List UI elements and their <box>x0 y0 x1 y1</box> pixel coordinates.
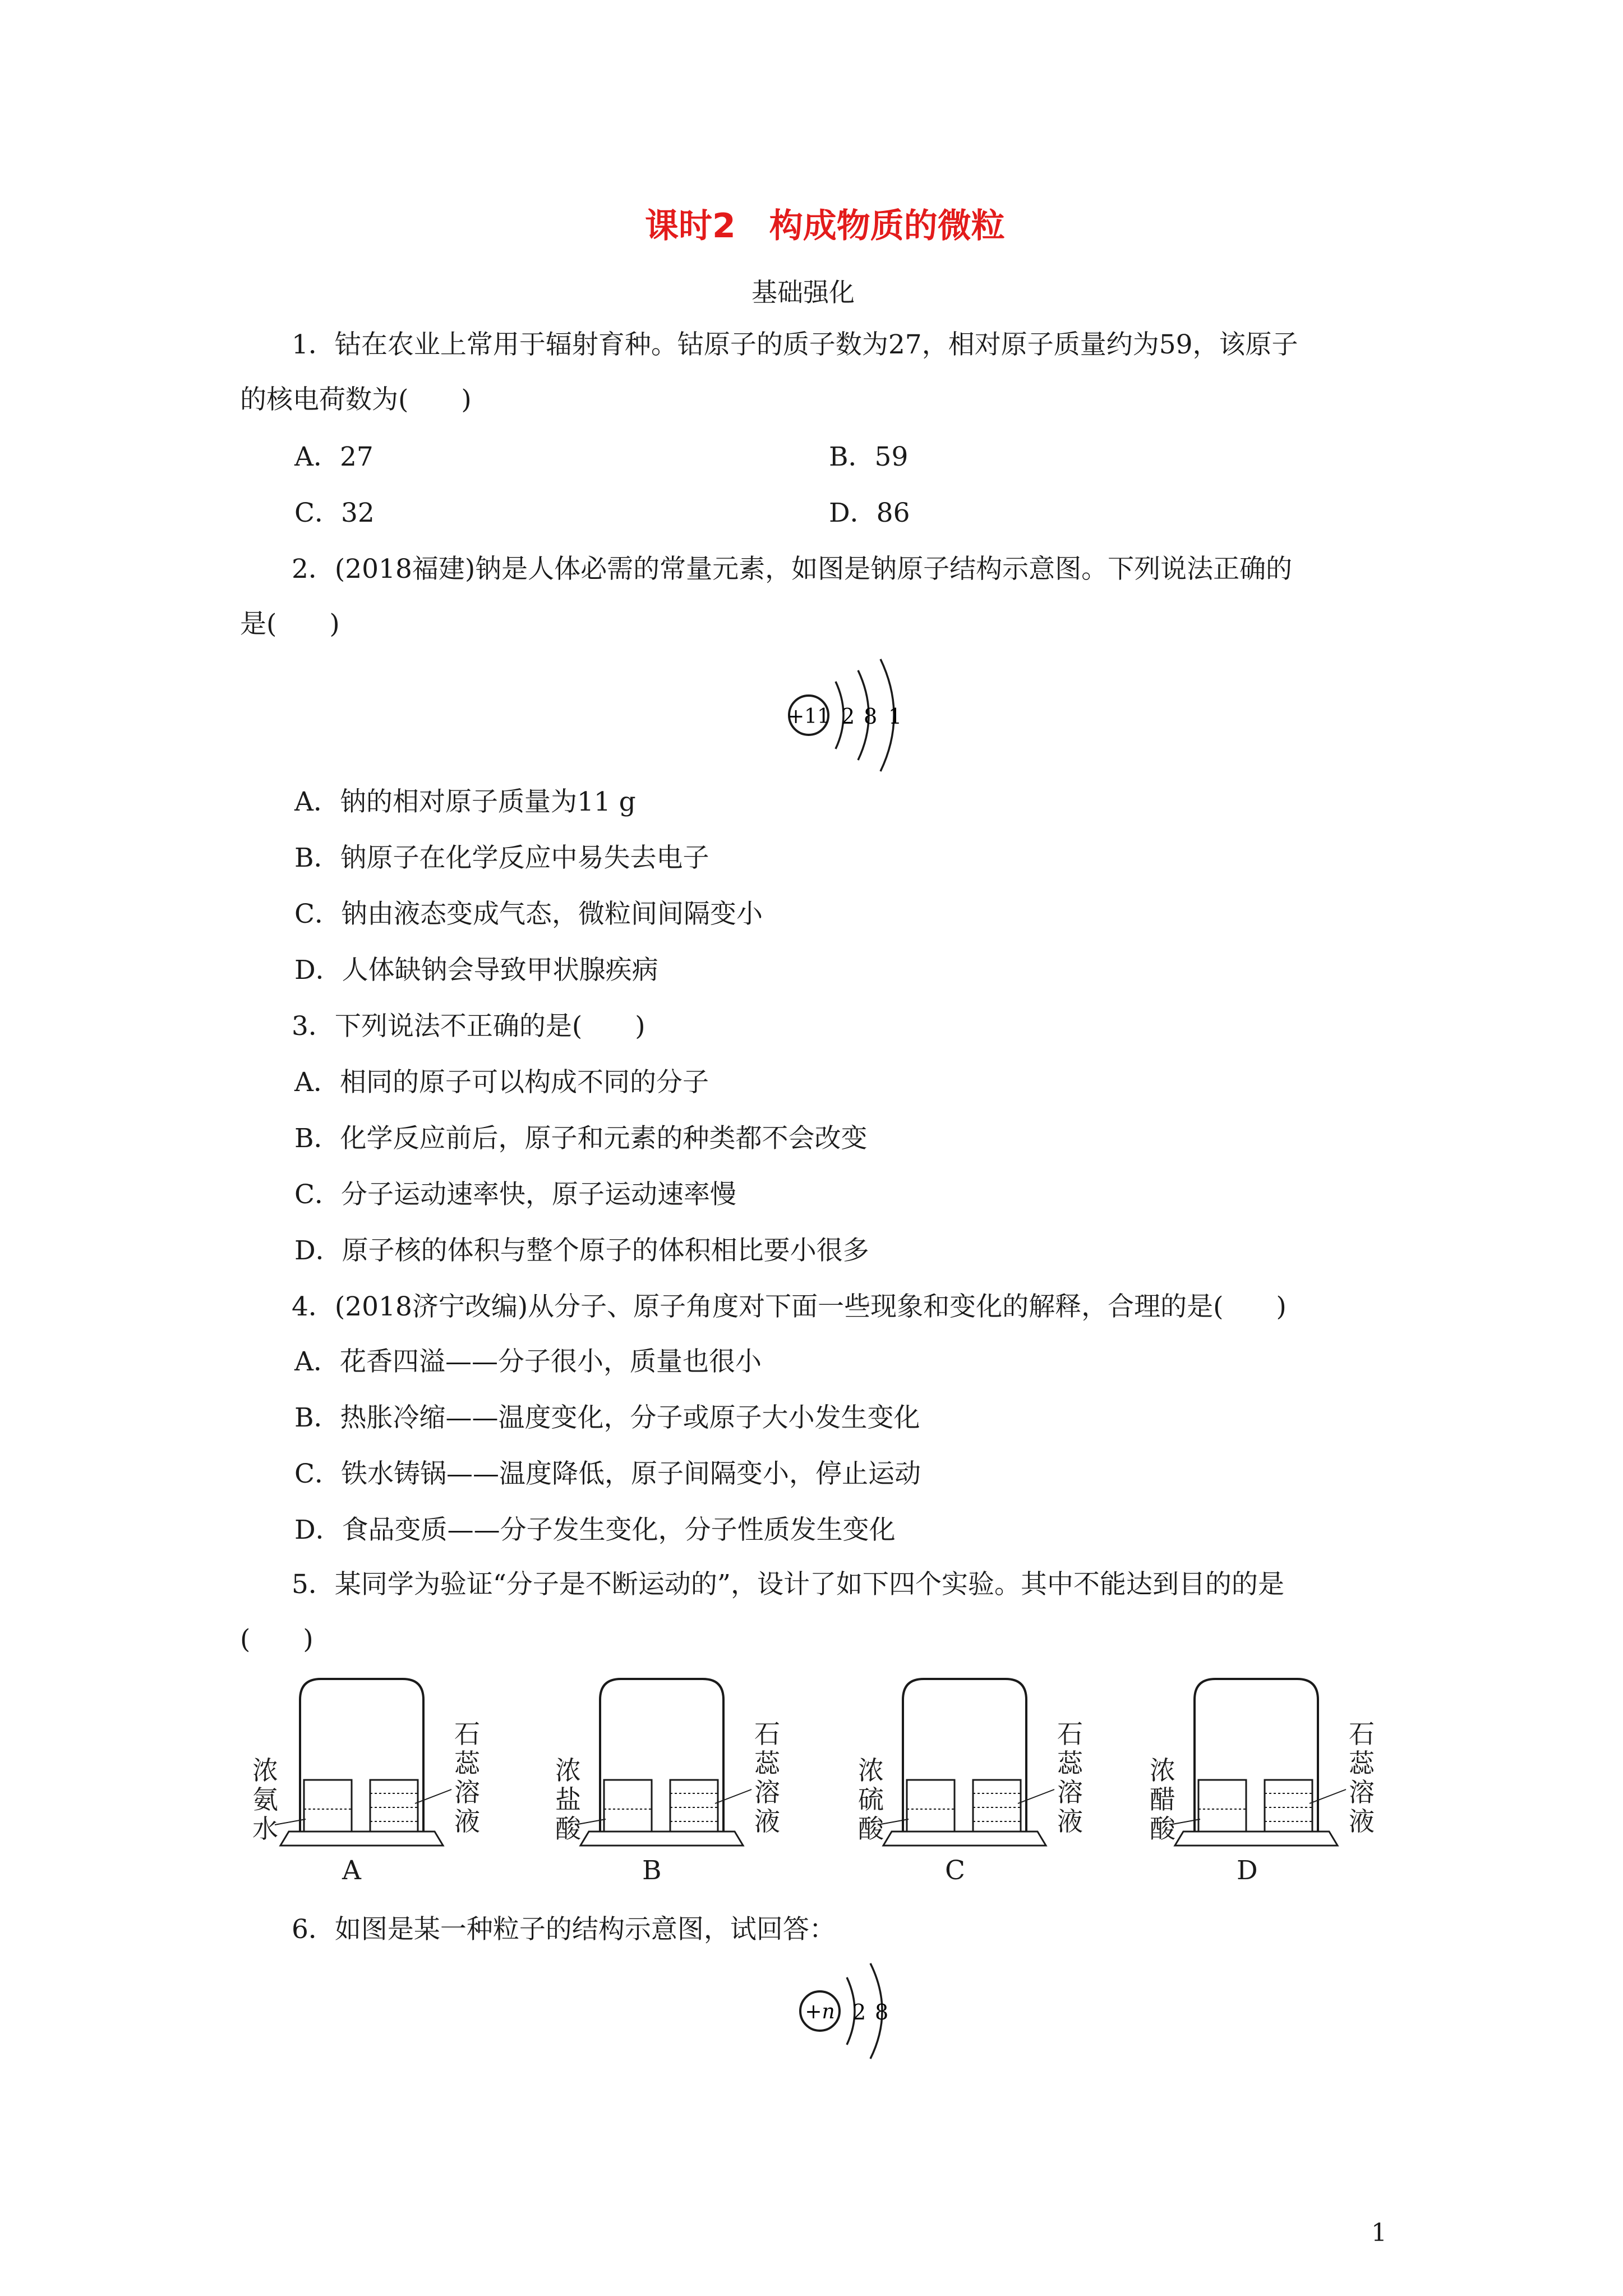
base-plate <box>1175 1832 1338 1846</box>
experiment-c-caption: C <box>945 1855 965 1886</box>
q5-stem-line2: ( ) <box>240 1624 313 1655</box>
left-beaker <box>907 1780 955 1832</box>
particle-structure-diagram <box>791 1958 914 2064</box>
base-plate <box>280 1832 443 1846</box>
q2-stem-line2: 是( ) <box>240 609 340 639</box>
label-pointer <box>415 1789 451 1803</box>
shell-electron-count: 8 <box>864 704 878 729</box>
experiment-c-diagram <box>855 1674 1085 1893</box>
experiment-a-diagram <box>252 1674 482 1893</box>
experiment-b-caption: B <box>642 1855 662 1886</box>
sodium-atom-diagram <box>780 656 925 774</box>
base-plate <box>883 1832 1046 1846</box>
q3-stem: 3．下列说法不正确的是( ) <box>292 1011 645 1042</box>
experiment-d-caption: D <box>1237 1855 1258 1886</box>
q1-stem-line2: 的核电荷数为( ) <box>240 384 472 415</box>
q2-option-a: A．钠的相对原子质量为11 g <box>294 786 636 817</box>
experiment-a-right-label: 石蕊溶液 <box>454 1719 480 1837</box>
shell-electron-count: 2 <box>852 2000 866 2024</box>
page-title: 课时2 构成物质的微粒 <box>645 206 1005 246</box>
q1-option-b: B．59 <box>829 441 909 472</box>
q3-option-a: A．相同的原子可以构成不同的分子 <box>294 1067 709 1098</box>
experiment-d-right-label: 石蕊溶液 <box>1349 1719 1375 1837</box>
shell-electron-count: 8 <box>875 2000 889 2024</box>
nucleus-charge: +11 <box>787 705 830 728</box>
experiment-b-diagram <box>552 1674 782 1893</box>
q2-stem-line1: 2．(2018福建)钠是人体必需的常量元素，如图是钠原子结构示意图。下列说法正确的 <box>292 554 1293 585</box>
experiment-c-right-label: 石蕊溶液 <box>1057 1719 1083 1837</box>
q1-option-a: A．27 <box>294 441 374 472</box>
shell-electron-count: 1 <box>888 704 902 729</box>
shell-electron-count: 2 <box>841 704 855 729</box>
experiment-c-left-label: 浓硫酸 <box>858 1755 884 1844</box>
q4-option-a: A．花香四溢——分子很小，质量也很小 <box>294 1346 762 1377</box>
label-pointer <box>1310 1789 1346 1803</box>
right-beaker <box>973 1780 1021 1832</box>
q1-option-c: C．32 <box>294 498 375 528</box>
experiment-a-caption: A <box>342 1855 361 1886</box>
label-pointer <box>1018 1789 1054 1803</box>
experiment-b-right-label: 石蕊溶液 <box>754 1719 780 1837</box>
q6-stem: 6．如图是某一种粒子的结构示意图，试回答： <box>292 1914 836 1945</box>
q4-option-b: B．热胀冷缩——温度变化，分子或原子大小发生变化 <box>294 1402 920 1433</box>
experiment-a-left-label: 浓氨水 <box>252 1755 278 1844</box>
q4-stem: 4．(2018济宁改编)从分子、原子角度对下面一些现象和变化的解释，合理的是( ) <box>292 1291 1287 1322</box>
right-beaker <box>370 1780 418 1832</box>
experiment-b-left-label: 浓盐酸 <box>555 1755 581 1844</box>
experiment-d-left-label: 浓醋酸 <box>1150 1755 1175 1844</box>
left-beaker <box>604 1780 652 1832</box>
section-heading: 基础强化 <box>751 277 855 307</box>
q1-stem-line1: 1．钴在农业上常用于辐射育种。钴原子的质子数为27，相对原子质量约为59，该原子 <box>292 329 1298 360</box>
right-beaker <box>670 1780 718 1832</box>
left-beaker <box>304 1780 352 1832</box>
nucleus-charge: +n <box>805 2000 835 2023</box>
label-pointer <box>715 1789 751 1803</box>
page-number: 1 <box>1371 2219 1387 2247</box>
experiment-d-diagram <box>1147 1674 1377 1893</box>
q3-option-d: D．原子核的体积与整个原子的体积相比要小很多 <box>294 1235 869 1266</box>
q1-option-d: D．86 <box>829 498 910 528</box>
q2-option-b: B．钠原子在化学反应中易失去电子 <box>294 843 709 873</box>
q5-stem-line1: 5．某同学为验证“分子是不断运动的”，设计了如下四个实验。其中不能达到目的的是 <box>292 1569 1284 1600</box>
q3-option-b: B．化学反应前后，原子和元素的种类都不会改变 <box>294 1123 868 1154</box>
q3-option-c: C．分子运动速率快，原子运动速率慢 <box>294 1179 736 1210</box>
base-plate <box>580 1832 743 1846</box>
q4-option-d: D．食品变质——分子发生变化，分子性质发生变化 <box>294 1515 896 1545</box>
right-beaker <box>1265 1780 1312 1832</box>
q2-option-d: D．人体缺钠会导致甲状腺疾病 <box>294 955 658 986</box>
left-beaker <box>1198 1780 1246 1832</box>
q2-option-c: C．钠由液态变成气态，微粒间间隔变小 <box>294 899 763 930</box>
q4-option-c: C．铁水铸锅——温度降低，原子间隔变小，停止运动 <box>294 1458 921 1489</box>
